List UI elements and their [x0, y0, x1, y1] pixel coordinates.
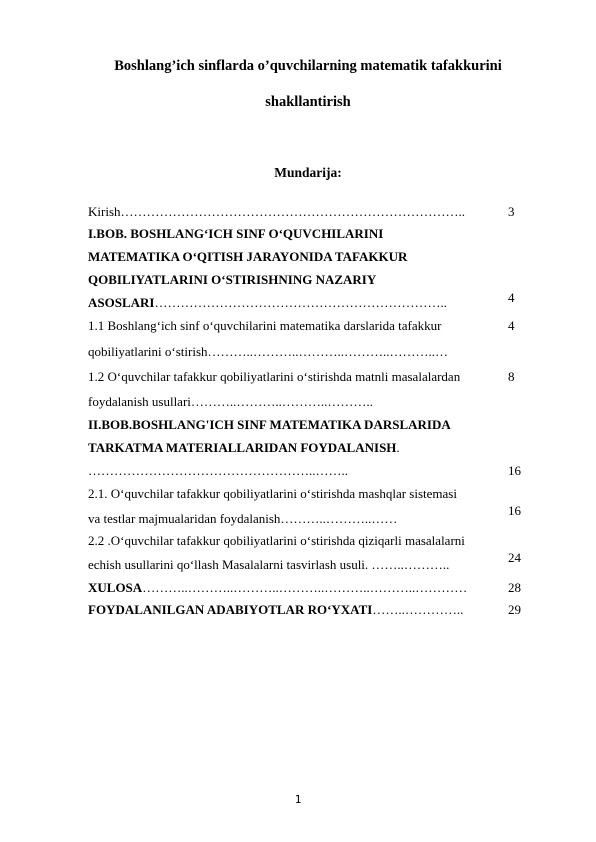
document-title-line2: shakllantirish: [265, 94, 351, 110]
toc-chapter1-line2[interactable]: MATEMATIKA O‘QITISH JARAYONIDA TAFAKKUR: [88, 249, 408, 264]
toc-section-1-2-line2[interactable]: foydalanish usullari………..………..………..………..: [88, 394, 373, 409]
toc-dot-leader: ………..………..………..………..………..………..…………: [142, 580, 468, 595]
toc-page-number: 29: [508, 602, 521, 617]
toc-entry-references[interactable]: [88, 602, 498, 618]
toc-page-number: 28: [508, 580, 521, 595]
toc-section-2-2-line1[interactable]: 2.2 .O‘quvchilar tafakkur qobiliyatlarini o‘stirishda qiziqarli masalalarni: [88, 533, 465, 548]
toc-page-number: 4: [508, 290, 515, 305]
toc-page-number: 16: [508, 463, 521, 478]
toc-dot-leader: ……..…………..: [372, 602, 464, 617]
toc-chapter2-line1[interactable]: II.BOB.BOSHLANG'ICH SINF MATEMATIKA DARSLARIDA: [88, 417, 451, 432]
toc-section-1-1-line2[interactable]: qobiliyatlarini o‘stirish………..………..………..………..………..…: [88, 344, 449, 359]
toc-entry-text: .: [396, 440, 400, 455]
toc-dot-leader: …………………………………………………………..: [154, 295, 447, 310]
toc-chapter2-line3[interactable]: ……………………………………………..……..: [88, 463, 348, 478]
contents-heading: Mundarija:: [274, 165, 342, 180]
document-title-line1: Boshlang’ich sinflarda o’quvchilarning matematik tafakkurini: [114, 58, 502, 74]
toc-section-1-2-line1[interactable]: 1.2 O‘quvchilar tafakkur qobiliyatlarini o‘stirishda matnli masalalardan: [88, 369, 461, 384]
toc-chapter1-line4[interactable]: [88, 295, 498, 311]
toc-page-number: 4: [508, 318, 515, 333]
toc-section-2-2-line2[interactable]: echish usullarini qo‘llash Masalalarni tasvirlash usuli. ……..………..: [88, 557, 450, 572]
toc-chapter1-line3[interactable]: QOBILIYATLARINI O‘STIRISHNING NAZARIY: [88, 272, 377, 287]
toc-section-2-1-line2[interactable]: va testlar majmualaridan foydalanish………..………..……: [88, 511, 398, 526]
toc-page-number: 24: [508, 550, 521, 565]
toc-page-number: 16: [508, 503, 521, 518]
toc-entry-text: ASOSLARI: [88, 295, 155, 310]
toc-chapter1-line1[interactable]: I.BOB. BOSHLANG‘ICH SINF O‘QUVCHILARINI: [88, 226, 384, 241]
toc-section-2-1-line1[interactable]: 2.1. O‘quvchilar tafakkur qobiliyatlarini o‘stirishda mashqlar sistemasi: [88, 486, 457, 501]
toc-entry-text: XULOSA: [88, 580, 143, 595]
toc-entry-text: FOYDALANILGAN ADABIYOTLAR RO‘YXATI: [88, 602, 373, 617]
toc-entry-text: TARKATMA MATERIALLARIDAN FOYDALANISH: [88, 440, 397, 455]
toc-chapter2-line2[interactable]: [88, 440, 498, 456]
toc-entry-text: Kirish……………………………………………………………………..: [88, 204, 465, 219]
toc-page-number: 3: [508, 204, 515, 219]
toc-entry-conclusion[interactable]: [88, 580, 498, 596]
toc-page-number: 8: [508, 369, 515, 384]
toc-section-1-1-line1[interactable]: 1.1 Boshlang‘ich sinf o‘quvchilarini matematika darslarida tafakkur: [88, 318, 442, 333]
page-footer-number: 1: [294, 793, 302, 806]
toc-entry-intro[interactable]: [88, 204, 498, 220]
